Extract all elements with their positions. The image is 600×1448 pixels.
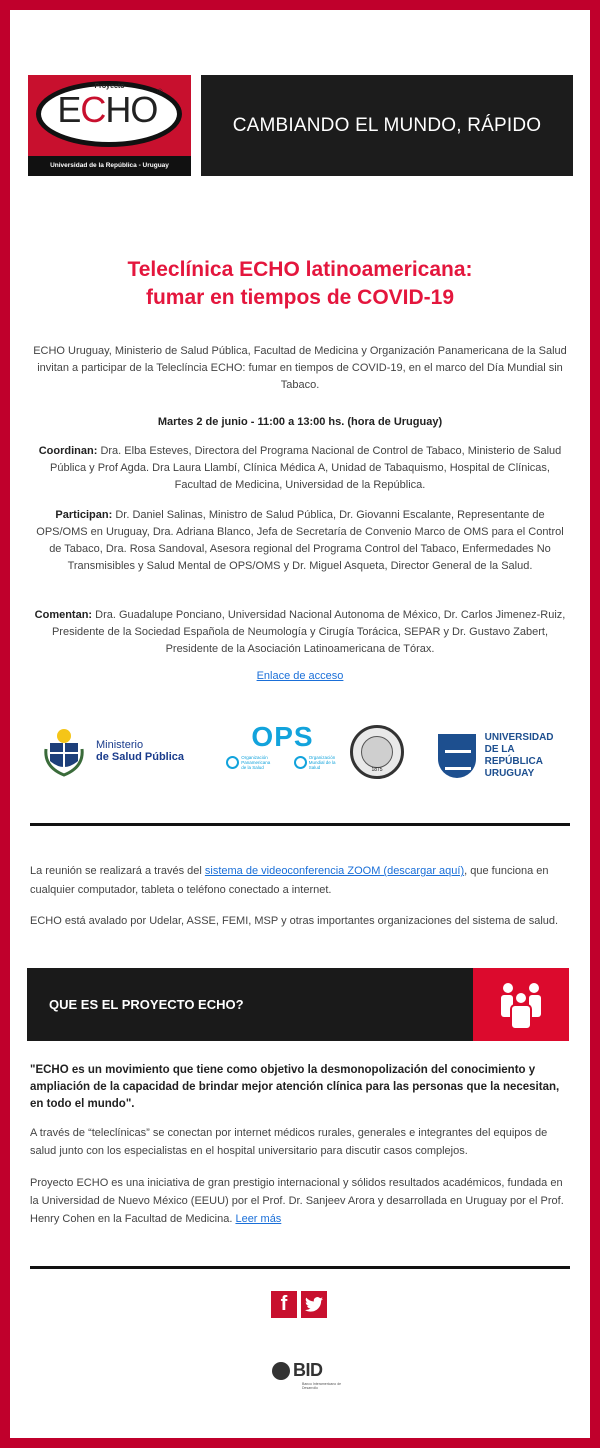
msp-line-1: Ministerio [96,739,144,751]
section-banner-title: QUE ES EL PROYECTO ECHO? [49,997,244,1012]
group-people-icon [473,968,569,1041]
uruguay-coat-of-arms-logo [42,727,86,777]
teleclinicas-paragraph: A través de “teleclínicas” se conectan por internet médicos rurales, generales e integrantes del equipos de salud junto con los especialistas en el hospital universitario para discutir casos complejos. [30,1127,548,1157]
zoom-download-link[interactable]: sistema de videoconferencia ZOOM (descargar aquí) [204,865,465,877]
access-link[interactable]: Enlace de acceso [256,670,344,682]
facultad-medicina-seal-logo [350,725,404,779]
event-date: Martes 2 de junio - 11:00 a 13:00 hs. (hora de Uruguay) [157,416,443,428]
logo-institution: Universidad de la República - Uruguay [28,156,191,176]
who-emblem-icon [294,756,307,769]
title-line-1: Teleclínica ECHO latinoamericana: [127,258,473,281]
ops-wordmark: OPS [251,721,314,752]
partner-logos [30,722,570,787]
udelar-line-1: UNIVERSIDAD [484,732,554,743]
about-paragraph: Proyecto ECHO es una iniciativa de gran prestigio internacional y sólidos resultados académicos, fundada en la Universidad de Nuevo México (EEUU) por el Prof. Dr. Sanjeev Arora y desarrollada en Uruguay por el Prof. Henry Cohen en la Facultad de Medicina. Leer más [30,1177,564,1225]
commentators-paragraph [30,607,570,658]
access-link-row [30,668,570,685]
divider [30,1266,570,1269]
bid-logo [272,1360,323,1381]
commentators-label: Comentan: [34,609,93,621]
logo-proyecto-text: Proyecto [94,83,125,90]
participants-text: Dr. Daniel Salinas, Ministro de Salud Pública, Dr. Giovanni Escalante, Representante de OPS/OMS en Uruguay, Dra. Adriana Blanco, Jefa de Secretaría de Convenio Marco de OMS para el Control de Tabaco, Dra. Rosa Sandoval, Asesora regional del Programa Control del Tabaco, Enfermedades No Transmisibles y Salud Mental de OPS/OMS y Dr. Miguel Asqueta, Director General de la Salud. [36,509,564,572]
title-line-2: fumar en tiempos de COVID-19 [145,286,455,309]
globe-icon [226,756,239,769]
participants-paragraph [30,507,570,575]
bid-subtitle: Banco Interamericano de Desarrollo [302,1382,342,1390]
zoom-paragraph: La reunión se realizará a través del sistema de videoconferencia ZOOM (descargar aquí), que funciona en cualquier computador, tableta o teléfono conectado a internet. [30,865,549,896]
bid-wordmark: BID [293,1360,323,1380]
divider [30,823,570,826]
tagline-text: CAMBIANDO EL MUNDO, RÁPIDO [232,114,542,136]
bid-emblem-icon [272,1362,290,1380]
coordinators-text: Dra. Elba Esteves, Directora del Programa Nacional de Control de Tabaco, Ministerio de Salud Pública y Prof Agda. Dra Laura Llambí, Clínica Médica A, Unidad de Tabaquismo, Hospital de Clínicas, Facultad de Medicina, Universidad de la República. [50,445,562,491]
udelar-shield-icon [438,734,476,778]
udelar-logo [438,732,570,780]
header [28,75,573,176]
echo-quote: "ECHO es un movimiento que tiene como objetivo la desmonopolización del conocimiento y ampliación de la capacidad de brindar mejor atención clínica para las personas que la necesitan, en todo el mundo". [30,1064,560,1110]
read-more-link[interactable]: Leer más [235,1213,282,1225]
twitter-icon[interactable] [301,1291,327,1318]
page-title [20,256,580,312]
proyecto-echo-logo [28,75,191,176]
intro-paragraph: ECHO Uruguay, Ministerio de Salud Pública, Facultad de Medicina y Organización Panamericana de la Salud invitan a participar de la Teleclíncia ECHO: fumar en tiempos de COVID-19, en el marco del Día Mundial sin Tabaco. [33,345,567,391]
social-links [271,1291,327,1318]
seal-year: 1875 [371,767,383,773]
ops-sub-1: Organización Panamericana de la Salud [241,755,271,770]
tagline-banner [201,75,573,176]
ops-logo [215,722,350,770]
coordinators-paragraph [30,443,570,494]
participants-label: Participan: [55,509,113,521]
logo-echo-text: ECHO® [57,89,162,130]
commentators-text: Dra. Guadalupe Ponciano, Universidad Nacional Autonoma de México, Dr. Carlos Jimenez-Ruiz, Presidente de la Sociedad Española de Neumología y Cirugía Torácica, SEPAR y Dr. Gustavo Zabert, Presidente de la Asociación Latinoamericana de Tórax. [51,609,566,655]
ministerio-salud-publica-logo [96,739,184,763]
endorsement-paragraph: ECHO está avalado por Udelar, ASSE, FEMI, MSP y otras importantes organizaciones del sistema de salud. [30,915,559,927]
udelar-line-2: DE LA REPÚBLICA [484,744,543,767]
facebook-icon[interactable]: f [271,1291,297,1318]
msp-line-2: de Salud Pública [96,751,185,763]
udelar-line-3: URUGUAY [484,768,535,779]
section-banner [27,968,569,1041]
ops-sub-2: Organización Mundial de la Salud [308,755,336,770]
coordinators-label: Coordinan: [38,445,98,457]
